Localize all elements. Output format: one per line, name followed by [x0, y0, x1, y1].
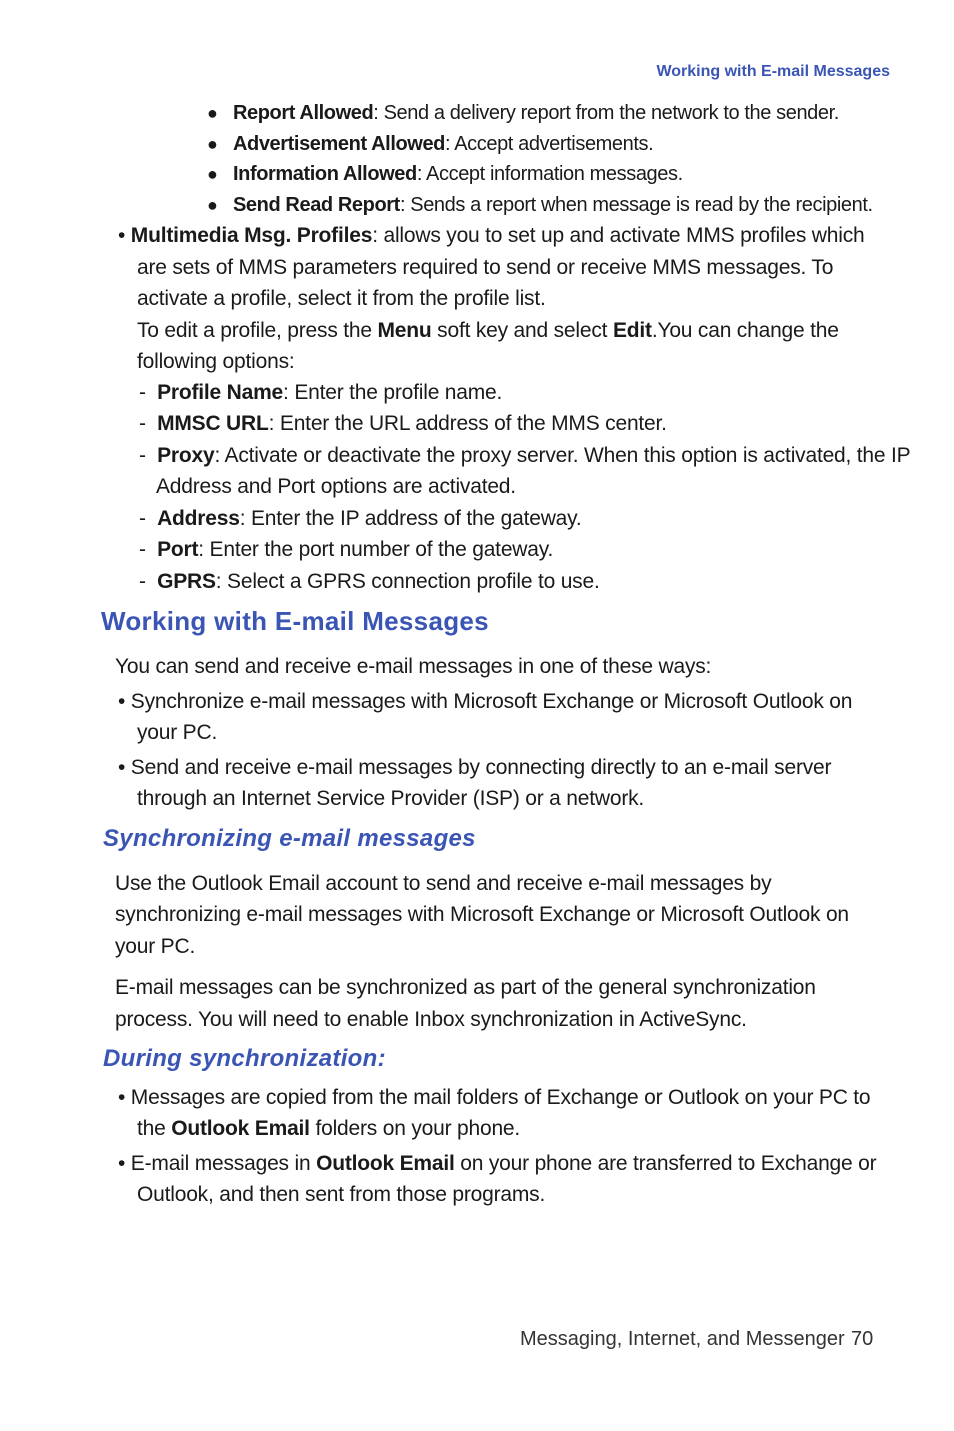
list-item: - GPRS: Select a GPRS connection profile to use.	[139, 570, 600, 593]
page-number: 70	[851, 1328, 874, 1350]
app-name: Outlook Email	[171, 1117, 310, 1140]
list-item: - MMSC URL: Enter the URL address of the MMS center.	[139, 412, 667, 435]
mms-desc: : allows you to set up and activate MMS profiles which	[372, 224, 865, 247]
paragraph-line: process. You will need to enable Inbox synchronization in ActiveSync.	[115, 1008, 747, 1031]
text: E-mail messages in	[130, 1152, 317, 1175]
mms-line-3: activate a profile, select it from the profile list.	[137, 287, 546, 310]
mms-edit-line-2: following options:	[137, 350, 295, 373]
option-term: Port	[157, 538, 199, 561]
subsection-heading: During synchronization:	[103, 1045, 386, 1072]
bullet-text: Send and receive e-mail messages by connecting directly to an e-mail server	[130, 756, 832, 779]
running-header: Working with E-mail Messages	[656, 63, 890, 80]
list-item	[207, 190, 873, 221]
section-intro: You can send and receive e-mail messages in one of these ways:	[115, 655, 712, 678]
bullet-text: Synchronize e-mail messages with Microsoft Exchange or Microsoft Outlook on	[130, 690, 853, 713]
list-item-continuation: your PC.	[137, 721, 218, 744]
list-item	[207, 159, 683, 190]
text: soft key and select	[431, 319, 613, 342]
paragraph-line: synchronizing e-mail messages with Microsoft Exchange or Microsoft Outlook on	[115, 903, 849, 926]
subsection-heading: Synchronizing e-mail messages	[103, 825, 476, 852]
text: the	[137, 1117, 172, 1140]
option-desc: : Enter the URL address of the MMS center.	[268, 412, 667, 435]
list-item: • Synchronize e-mail messages with Microsoft Exchange or Microsoft Outlook on	[118, 690, 853, 713]
option-term: Send Read Report	[232, 194, 400, 216]
list-item: • Send and receive e-mail messages by connecting directly to an e-mail server	[118, 756, 832, 779]
option-term: MMSC URL	[157, 412, 269, 435]
bullet-icon: ●	[207, 134, 218, 154]
list-item	[207, 129, 653, 160]
text: folders on your phone.	[309, 1117, 521, 1140]
paragraph-line: your PC.	[115, 935, 196, 958]
list-item: - Proxy: Activate or deactivate the proxy server. When this option is activated, the IP	[139, 444, 911, 467]
list-item-continuation: Outlook, and then sent from those programs.	[137, 1183, 546, 1206]
mms-line-1: • Multimedia Msg. Profiles: allows you to set up and activate MMS profiles which	[118, 224, 865, 247]
mms-edit-line	[137, 315, 839, 346]
list-item: - Profile Name: Enter the profile name.	[139, 381, 503, 404]
list-item-continuation: Address and Port options are activated.	[156, 475, 516, 498]
option-term: Profile Name	[157, 381, 284, 404]
bullet-icon: ●	[207, 164, 218, 184]
edit-label: Edit	[612, 319, 652, 342]
mms-line-2: are sets of MMS parameters required to send or receive MMS messages. To	[137, 256, 834, 279]
bullet-icon: ●	[207, 103, 218, 123]
bullet-icon: ●	[207, 195, 218, 215]
paragraph-line: E-mail messages can be synchronized as part of the general synchronization	[115, 976, 816, 999]
option-term: Report Allowed	[232, 102, 374, 124]
option-desc: : Enter the port number of the gateway.	[198, 538, 554, 561]
option-desc: : Enter the profile name.	[283, 381, 503, 404]
list-item: - Address: Enter the IP address of the gateway.	[139, 507, 582, 530]
paragraph-line: Use the Outlook Email account to send and receive e-mail messages by	[115, 872, 772, 895]
option-term: Address	[157, 507, 240, 530]
text: To edit a profile, press the	[137, 319, 378, 342]
list-item: • Messages are copied from the mail folders of Exchange or Outlook on your PC to	[118, 1086, 871, 1109]
option-term: Advertisement Allowed	[232, 133, 445, 155]
option-desc: : Accept information messages.	[416, 163, 683, 185]
option-desc: : Sends a report when message is read by the recipient.	[399, 194, 873, 216]
option-desc: : Send a delivery report from the network to the sender.	[373, 102, 839, 124]
option-desc: : Enter the IP address of the gateway.	[239, 507, 582, 530]
footer-section: Messaging, Internet, and Messenger	[520, 1328, 845, 1350]
list-item: • E-mail messages in Outlook Email on your phone are transferred to Exchange or	[118, 1152, 877, 1175]
list-item-continuation	[137, 1113, 520, 1144]
app-name: Outlook Email	[316, 1152, 455, 1175]
section-heading: Working with E-mail Messages	[101, 606, 489, 636]
option-term: Proxy	[157, 444, 215, 467]
list-item: - Port: Enter the port number of the gateway.	[139, 538, 554, 561]
list-item	[207, 98, 839, 129]
option-term: Information Allowed	[232, 163, 417, 185]
text: on your phone are transferred to Exchange or	[454, 1152, 877, 1175]
option-term: GPRS	[157, 570, 216, 593]
mms-term: Multimedia Msg. Profiles	[130, 224, 373, 247]
option-desc: : Accept advertisements.	[445, 133, 654, 155]
menu-key-label: Menu	[377, 319, 432, 342]
text: .You can change the	[651, 319, 839, 342]
option-desc: : Select a GPRS connection profile to use.	[215, 570, 600, 593]
bullet-text: Messages are copied from the mail folders of Exchange or Outlook on your PC to	[130, 1086, 871, 1109]
list-item-continuation: through an Internet Service Provider (ISP) or a network.	[137, 787, 645, 810]
option-desc: : Activate or deactivate the proxy server. When this option is activated, the IP	[214, 444, 911, 467]
